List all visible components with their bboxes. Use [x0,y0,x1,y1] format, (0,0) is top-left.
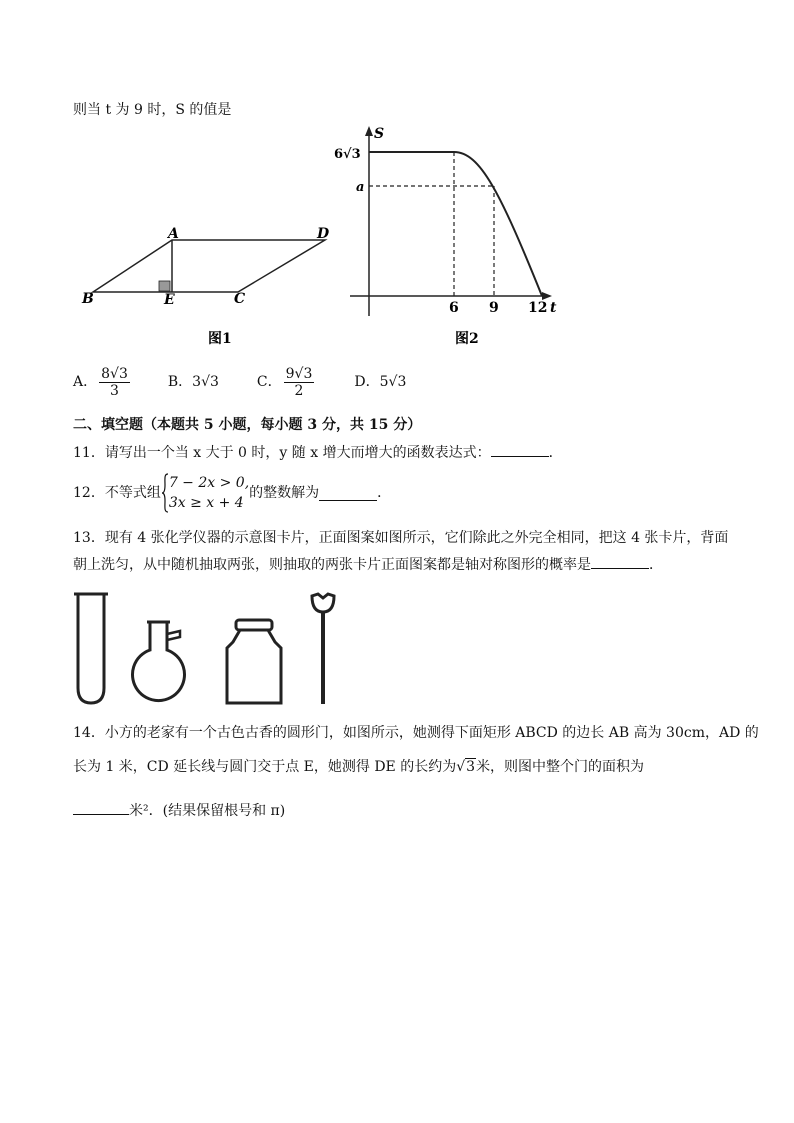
x-tick-12: 12 [528,300,548,316]
x-tick-9: 9 [489,300,499,316]
label-D: D [317,226,330,242]
section-2-heading: 二、填空题（本题共 5 小题，每小题 3 分，共 15 分） [73,417,422,433]
option-c-fraction [284,366,315,399]
q14-line3: 米²．(结果保留根号和 π) [129,803,286,819]
figure-1-caption: 图1 [208,331,232,347]
q13-answer-blank[interactable] [591,554,649,569]
option-b[interactable] [168,372,219,392]
question-11 [73,442,563,463]
q14-sqrt-value: 3 [466,759,476,775]
q12-prefix: 12．不等式组 [73,485,161,501]
option-c-prefix: C． [256,374,282,390]
option-a-prefix: A． [73,374,98,390]
q12-inequality-system [161,473,249,513]
q14-line2: 长为 1 米，CD 延长线与圆门交于点 E，她测得 DE 的长约为√3米，则图中整个门的面积为 [73,759,645,775]
q14-line3-wrap [73,800,285,821]
option-d-text: 5√3 [379,374,407,390]
label-A: A [168,226,179,242]
intro-line: 则当 t 为 9 时，S 的值是 [73,102,232,118]
q14-line1: 14．小方的老家有一个古色古香的圆形门，如图所示，她测得下面矩形 ABCD 的边长 AB 高为 30cm，AD 的 [73,725,759,741]
chemistry-apparatus-figure [70,588,350,710]
option-b-text: 3√3 [192,374,219,390]
q13-line1: 13．现有 4 张化学仪器的示意图卡片，正面图案如图所示，它们除此之外完全相同，把这 4 张卡片，背面 [73,530,729,546]
option-d[interactable] [354,372,406,392]
option-c-denominator: 2 [294,382,304,399]
q13-end: ． [649,557,663,573]
question-12 [73,471,391,515]
option-b-prefix: B． [167,374,193,390]
q12-suffix: 的整数解为 [249,485,320,501]
option-d-prefix: D． [354,374,380,390]
option-a-fraction [99,366,130,399]
y-axis-label: S [374,126,385,142]
q11-end: ． [548,445,563,461]
left-brace-icon [161,473,169,513]
q11-text: 11．请写出一个当 x 大于 0 时，y 随 x 增大而增大的函数表达式： [73,445,491,461]
figure-2-graph [330,122,560,352]
y-top-label: 6√3 [334,147,361,162]
label-C: C [234,291,246,307]
flask-icon [133,622,185,701]
dropper-spoon-icon [312,594,334,704]
label-B: B [82,291,94,307]
option-c[interactable] [257,366,316,399]
option-a-numerator: 8√3 [101,365,128,382]
q14-answer-blank[interactable] [73,800,129,815]
q12-line1: 7 − 2x > 0, [168,475,250,491]
figure-1-parallelogram [75,222,345,352]
reagent-bottle-icon [227,620,281,703]
figure-2-caption: 图2 [455,331,479,347]
q11-answer-blank[interactable] [491,442,549,457]
option-c-numerator: 9√3 [285,365,313,382]
q12-end: ． [377,485,392,501]
option-a-denominator: 3 [110,382,119,399]
answer-options [73,363,406,401]
q14-line2b: 米，则图中整个门的面积为 [476,759,645,775]
y-a-label: a [356,180,365,195]
q12-answer-blank[interactable] [319,486,377,501]
label-E: E [164,292,175,308]
q13-line2-wrap [73,554,663,575]
option-a[interactable] [73,366,132,399]
x-axis-label: t [550,300,557,316]
q12-line2: 3x ≥ x + 4 [168,495,244,511]
q13-line2: 朝上洗匀，从中随机抽取两张，则抽取的两张卡片正面图案都是轴对称图形的概率是 [73,557,591,573]
x-tick-6: 6 [449,300,459,316]
test-tube-icon [74,594,108,703]
q14-line2a: 长为 1 米，CD 延长线与圆门交于点 E，她测得 DE 的长约为 [73,759,457,775]
